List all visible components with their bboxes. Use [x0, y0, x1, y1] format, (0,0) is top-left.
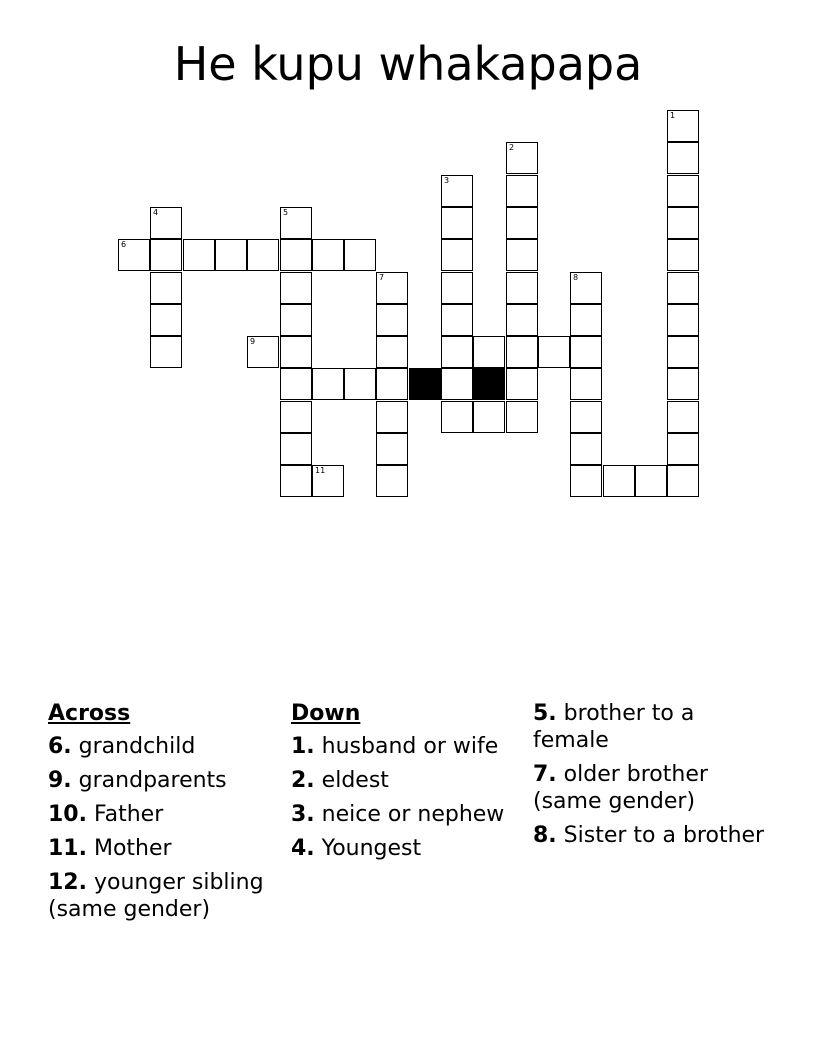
across-clue — [48, 733, 280, 760]
across-clue — [48, 801, 280, 828]
clue-text: Mother — [93, 836, 172, 861]
grid-cell[interactable] — [570, 272, 602, 304]
clue-number: 9. — [48, 768, 72, 793]
grid-cell[interactable] — [667, 110, 699, 142]
across-clue — [48, 767, 280, 794]
grid-cell[interactable] — [280, 272, 312, 304]
grid-cell[interactable] — [570, 368, 602, 400]
down-clue — [291, 835, 523, 862]
grid-cell[interactable] — [280, 368, 312, 400]
clue-text: brother to a female — [533, 701, 695, 753]
grid-cell[interactable] — [441, 239, 473, 271]
grid-cell[interactable] — [344, 239, 376, 271]
grid-cell[interactable] — [441, 207, 473, 239]
down-column-continued — [533, 700, 765, 856]
grid-cell[interactable] — [506, 272, 538, 304]
grid-cell[interactable] — [667, 304, 699, 336]
grid-cell[interactable] — [312, 368, 344, 400]
grid-cell[interactable] — [376, 336, 408, 368]
clue-text: older brother (same gender) — [533, 762, 708, 814]
black-cell — [473, 368, 505, 400]
clue-number: 5. — [533, 701, 557, 726]
grid-cell[interactable] — [667, 207, 699, 239]
grid-cell[interactable] — [376, 272, 408, 304]
grid-cell[interactable] — [280, 207, 312, 239]
down-clue — [291, 767, 523, 794]
grid-cell[interactable] — [506, 304, 538, 336]
grid-cell[interactable] — [667, 239, 699, 271]
clue-text: husband or wife — [321, 734, 499, 759]
black-cell — [409, 368, 441, 400]
cell-number: 4 — [153, 208, 159, 217]
grid-cell[interactable] — [506, 175, 538, 207]
grid-cell[interactable] — [667, 465, 699, 497]
clue-number: 2. — [291, 768, 315, 793]
grid-cell[interactable] — [441, 175, 473, 207]
grid-cell[interactable] — [215, 239, 247, 271]
grid-cell[interactable] — [603, 465, 635, 497]
clue-text: Father — [93, 802, 164, 827]
crossword-grid — [0, 0, 816, 520]
grid-cell[interactable] — [506, 142, 538, 174]
clue-number: 8. — [533, 823, 557, 848]
grid-cell[interactable] — [312, 465, 344, 497]
grid-cell[interactable] — [280, 465, 312, 497]
clue-text: Youngest — [321, 836, 422, 861]
grid-cell[interactable] — [506, 207, 538, 239]
grid-cell[interactable] — [150, 239, 182, 271]
grid-cell[interactable] — [280, 401, 312, 433]
grid-cell[interactable] — [506, 401, 538, 433]
grid-cell[interactable] — [506, 336, 538, 368]
grid-cell[interactable] — [570, 465, 602, 497]
grid-cell[interactable] — [280, 304, 312, 336]
grid-cell[interactable] — [570, 401, 602, 433]
grid-cell[interactable] — [376, 401, 408, 433]
grid-cell[interactable] — [441, 304, 473, 336]
cell-number: 7 — [379, 273, 385, 282]
across-clue — [48, 869, 280, 923]
grid-cell[interactable] — [150, 272, 182, 304]
grid-cell[interactable] — [183, 239, 215, 271]
grid-cell[interactable] — [118, 239, 150, 271]
down-heading: Down — [291, 701, 361, 726]
grid-cell[interactable] — [473, 336, 505, 368]
grid-cell[interactable] — [441, 368, 473, 400]
cell-number: 2 — [509, 143, 515, 152]
grid-cell[interactable] — [376, 433, 408, 465]
grid-cell[interactable] — [667, 368, 699, 400]
down-column — [291, 700, 523, 869]
grid-cell[interactable] — [344, 368, 376, 400]
clue-number: 12. — [48, 870, 87, 895]
grid-cell[interactable] — [570, 304, 602, 336]
grid-cell[interactable] — [667, 336, 699, 368]
grid-cell[interactable] — [667, 433, 699, 465]
grid-cell[interactable] — [538, 336, 570, 368]
grid-cell[interactable] — [570, 433, 602, 465]
grid-cell[interactable] — [667, 142, 699, 174]
grid-cell[interactable] — [280, 433, 312, 465]
clue-number: 6. — [48, 734, 72, 759]
grid-cell[interactable] — [376, 304, 408, 336]
grid-cell[interactable] — [376, 465, 408, 497]
cell-number: 5 — [283, 208, 289, 217]
cell-number: 3 — [444, 176, 450, 185]
cell-number: 8 — [573, 273, 579, 282]
clue-number: 1. — [291, 734, 315, 759]
down-clue — [533, 822, 765, 849]
clue-text: grandchild — [78, 734, 196, 759]
clue-number: 11. — [48, 836, 87, 861]
grid-cell[interactable] — [150, 207, 182, 239]
grid-cell[interactable] — [376, 368, 408, 400]
clue-number: 4. — [291, 836, 315, 861]
grid-cell[interactable] — [473, 401, 505, 433]
clue-number: 3. — [291, 802, 315, 827]
grid-cell[interactable] — [312, 239, 344, 271]
clue-text: eldest — [321, 768, 389, 793]
grid-cell[interactable] — [506, 368, 538, 400]
grid-cell[interactable] — [441, 336, 473, 368]
across-heading: Across — [48, 701, 131, 726]
across-column — [48, 700, 280, 930]
clue-text: Sister to a brother — [563, 823, 765, 848]
clue-text: younger sibling (same gender) — [48, 870, 264, 922]
down-clue — [291, 733, 523, 760]
grid-cell[interactable] — [506, 239, 538, 271]
grid-cell[interactable] — [280, 336, 312, 368]
puzzle-title: He kupu whakapapa — [173, 37, 643, 91]
cell-number: 1 — [670, 111, 676, 120]
grid-cell[interactable] — [441, 272, 473, 304]
grid-cell[interactable] — [570, 336, 602, 368]
clue-number: 10. — [48, 802, 87, 827]
clue-text: neice or nephew — [321, 802, 505, 827]
grid-cell[interactable] — [150, 336, 182, 368]
grid-cell[interactable] — [667, 175, 699, 207]
cell-number: 11 — [315, 466, 326, 475]
grid-cell[interactable] — [667, 272, 699, 304]
grid-cell[interactable] — [280, 239, 312, 271]
cell-number: 9 — [250, 337, 256, 346]
down-clue — [533, 700, 765, 754]
grid-cell[interactable] — [635, 465, 667, 497]
down-clue — [533, 761, 765, 815]
clue-text: grandparents — [78, 768, 227, 793]
grid-cell[interactable] — [247, 239, 279, 271]
clue-number: 7. — [533, 762, 557, 787]
grid-cell[interactable] — [150, 304, 182, 336]
down-clue — [291, 801, 523, 828]
grid-cell[interactable] — [247, 336, 279, 368]
grid-cell[interactable] — [667, 401, 699, 433]
across-clue — [48, 835, 280, 862]
cell-number: 6 — [121, 240, 127, 249]
grid-cell[interactable] — [441, 401, 473, 433]
